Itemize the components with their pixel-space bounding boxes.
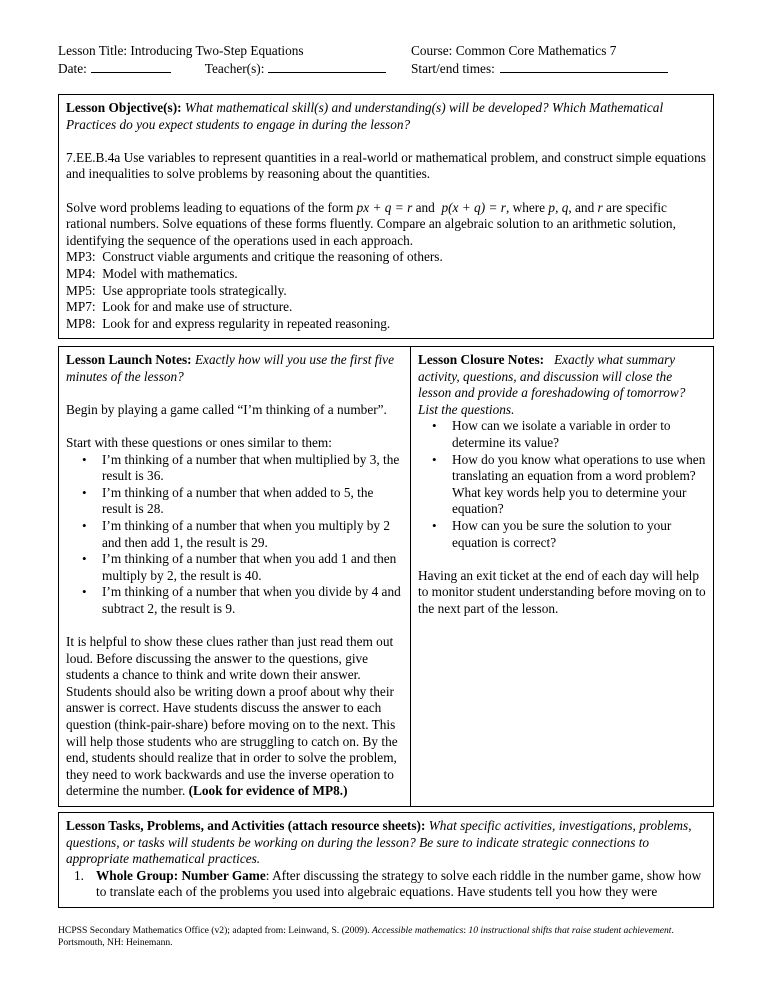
closure-heading-paragraph xyxy=(418,352,706,418)
wp-variable-q: q xyxy=(561,199,569,215)
document-header xyxy=(58,42,714,78)
wp-part3: , where xyxy=(505,199,549,215)
lesson-title-group xyxy=(58,42,411,60)
start-end-input-line[interactable] xyxy=(500,61,668,73)
math-practices-list xyxy=(66,249,706,332)
date-input-line[interactable] xyxy=(91,61,171,73)
header-row-fields xyxy=(58,60,714,78)
list-item: • How can we isolate a variable in order to determine its value? xyxy=(418,418,706,451)
list-item: • I’m thinking of a number that when you divide by 4 and subtract 2, the result is 9. xyxy=(66,584,403,617)
math-practice-item: MP7: Look for and make use of structure. xyxy=(66,299,293,315)
math-practice-item: MP8: Look for and express regularity in repeated reasoning. xyxy=(66,315,391,331)
list-item: • I’m thinking of a number that when multiplied by 3, the result is 36. xyxy=(66,452,403,485)
lesson-closure-cell xyxy=(411,347,713,806)
list-item: • I’m thinking of a number that when you add 1 and then multiply by 2, the result is 40. xyxy=(66,551,403,584)
tasks-list xyxy=(66,868,706,901)
date-label: Date: xyxy=(58,61,87,76)
objective-word-problems xyxy=(66,200,706,250)
wp-part1: Solve word problems leading to equations of the form xyxy=(66,199,357,215)
closure-question-list xyxy=(418,418,706,551)
tasks-heading: Lesson Tasks, Problems, and Activities (attach resource sheets): xyxy=(66,818,426,833)
footer-part-1: HCPSS Secondary Mathematics Office (v2); adapted from: Leinwand, S. (2009). xyxy=(58,925,372,936)
lesson-title-label: Lesson Title: xyxy=(58,43,128,58)
math-practice-item: MP3: Construct viable arguments and critique the reasoning of others. xyxy=(66,249,443,265)
lesson-objective-cell xyxy=(59,95,713,338)
course-label: Course: xyxy=(411,43,453,58)
launch-closing-emphasis: (Look for evidence of MP8.) xyxy=(188,783,348,799)
footer-book-title: Accessible mathematics xyxy=(371,925,464,936)
task-title: Whole Group: Number Game xyxy=(96,867,266,883)
list-item: • I’m thinking of a number that when added to 5, the result is 28. xyxy=(66,485,403,518)
closure-heading: Lesson Closure Notes: xyxy=(418,352,545,367)
tasks-heading-paragraph xyxy=(66,818,706,868)
wp-part2: and xyxy=(412,199,439,215)
start-end-label: Start/end times: xyxy=(411,61,495,76)
wp-variable-p: p xyxy=(548,199,556,215)
lesson-launch-cell xyxy=(59,347,411,806)
launch-heading-paragraph xyxy=(66,352,403,385)
launch-prompt: Exactly how will you use the first five minutes of the lesson? xyxy=(66,352,394,384)
list-item xyxy=(66,868,706,901)
notes-row xyxy=(59,347,713,806)
math-practice-item: MP4: Model with mathematics. xyxy=(66,265,238,281)
lesson-objective-table xyxy=(58,94,714,339)
launch-list-intro: Start with these questions or ones similar to them: xyxy=(66,434,332,450)
lesson-tasks-cell xyxy=(59,813,713,907)
footer-part-3: . Portsmouth, NH: Heinemann. xyxy=(58,925,674,949)
closure-exit-ticket: Having an exit ticket at the end of each day will help to monitor student understanding before moving on to the next part of the lesson. xyxy=(418,567,706,616)
objective-heading: Lesson Objective(s): xyxy=(66,100,182,115)
footer-part-2: : xyxy=(463,925,469,936)
objective-prompt: What mathematical skill(s) and understanding(s) will be developed? Which Mathematical Practices do you expect students to engage in during the lesson? xyxy=(66,100,664,132)
lesson-tasks-table xyxy=(58,812,714,908)
start-end-group xyxy=(411,60,714,78)
header-row-titles xyxy=(58,42,714,60)
teacher-input-line[interactable] xyxy=(268,61,386,73)
launch-closing-paragraph xyxy=(66,634,403,800)
course-group xyxy=(411,42,714,60)
document-footer xyxy=(58,925,698,950)
objective-heading-paragraph xyxy=(66,100,706,133)
wp-part4: are specific rational numbers. Solve equations of these forms fluently. Compare an algebraic solution to an arithmetic solution, identifying the sequence of the operations used in each approach. xyxy=(66,199,676,248)
footer-book-subtitle: 10 instructional shifts that raise student achievement xyxy=(468,925,672,936)
teacher-label: Teacher(s): xyxy=(204,61,265,76)
math-practice-item: MP5: Use appropriate tools strategically. xyxy=(66,282,287,298)
lesson-title-value: Introducing Two-Step Equations xyxy=(130,43,304,58)
wp-equation-2: p(x + q) = r xyxy=(441,199,506,215)
wp-and: , and xyxy=(568,199,598,215)
wp-comma1: , xyxy=(555,199,562,215)
list-item: • How can you be sure the solution to your equation is correct? xyxy=(418,518,706,551)
launch-intro: Begin by playing a game called “I’m thinking of a number”. xyxy=(66,401,387,417)
tasks-prompt: What specific activities, investigations, problems, questions, or tasks will students be working on during the lesson? Be sure to indicate strategic connections to appropriate mathematical practices. xyxy=(66,818,692,867)
list-item: • I’m thinking of a number that when you multiply by 2 and then add 1, the result is 29. xyxy=(66,518,403,551)
task-number: 1. xyxy=(74,867,84,883)
closure-prompt: Exactly what summary activity, questions, and discussion will close the lesson and provide a foreshadowing of tomorrow? List the questions. xyxy=(418,352,686,417)
launch-closing-text: It is helpful to show these clues rather than just read them out loud. Before discussing the answer to the questions, give students a chance to think and write down their answer. Students should also be writing down a proof about why their answer is correct. Have students discuss the answer to each question (think-pair-share) before moving on to the next. This will help those students who are struggling to catch on. By the end, students should realize that in order to solve the problem, they need to work backwards and use the inverse operation to determine the number. xyxy=(66,634,398,799)
date-teacher-group xyxy=(58,60,411,78)
wp-equation-1: px + q = r xyxy=(356,199,413,215)
launch-heading: Lesson Launch Notes: xyxy=(66,352,192,367)
lesson-notes-table xyxy=(58,346,714,807)
launch-riddle-list xyxy=(66,452,403,618)
objective-standard: 7.EE.B.4a Use variables to represent quantities in a real-world or mathematical problem, and construct simple equations and inequalities to solve problems by reasoning about the quantities. xyxy=(66,149,706,182)
task-body: : After discussing the strategy to solve each riddle in the number game, show how to translate each of the problems you used into algebraic equations. Have students tell you how they were xyxy=(96,867,702,900)
wp-variable-r: r xyxy=(597,199,603,215)
list-item: • How do you know what operations to use when translating an equation from a word problem? What key words help you to determine your equation? xyxy=(418,452,706,518)
course-value: Common Core Mathematics 7 xyxy=(455,43,617,58)
